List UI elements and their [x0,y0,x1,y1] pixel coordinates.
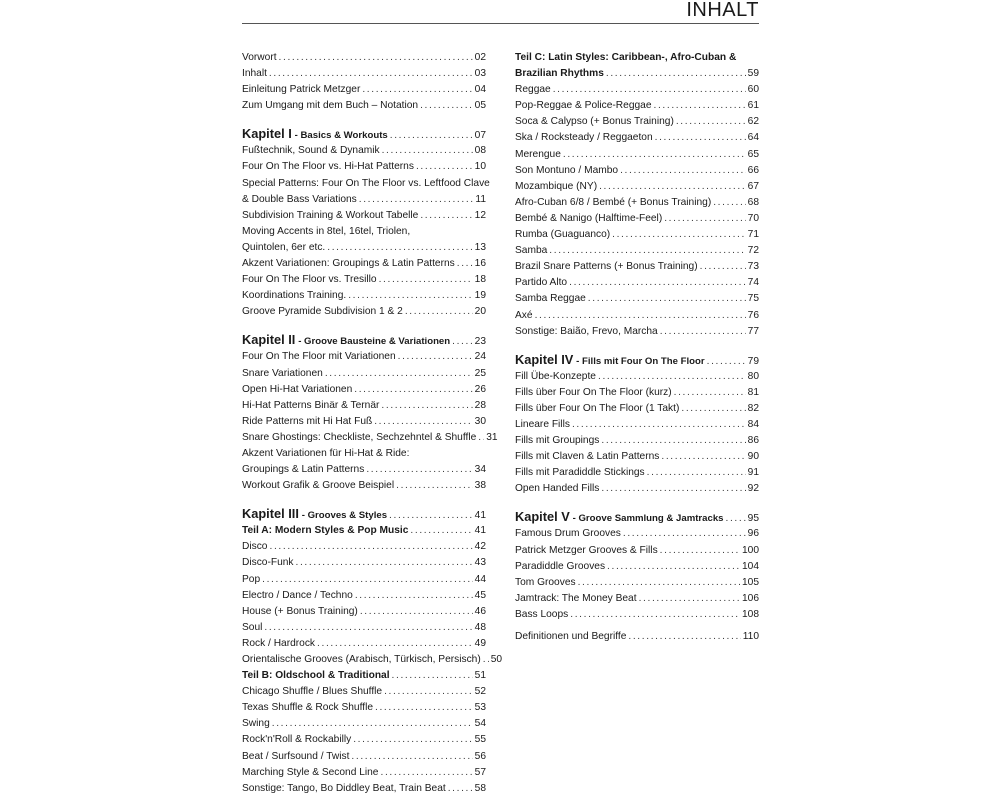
toc-entry[interactable]: Rumba (Guaguanco) . . . 71 [515,227,759,243]
toc-entry[interactable]: Son Montuno / Mambo . . . 66 [515,163,759,179]
toc-entry[interactable]: Akzent Variationen: Groupings & Latin Patterns . . . 16 [242,256,486,272]
toc-entry[interactable]: Tom Grooves . . . 105 [515,575,759,591]
toc-entry[interactable]: Rock'n'Roll & Rockabilly . . . 55 [242,732,486,748]
toc-entry[interactable]: Patrick Metzger Grooves & Fills . . . 100 [515,543,759,559]
toc-entry[interactable]: Samba Reggae . . . 75 [515,291,759,307]
toc-entry[interactable]: Koordinations Training. . . . 19 [242,288,486,304]
toc-entry[interactable]: Paradiddle Grooves . . . 104 [515,559,759,575]
toc-entry[interactable]: Beat / Surfsound / Twist . . . 56 [242,749,486,765]
toc-entry[interactable]: Einleitung Patrick Metzger . . . 04 [242,82,486,98]
toc-entry[interactable]: Four On The Floor vs. Hi-Hat Patterns . . . 10 [242,159,486,175]
toc-entry[interactable]: Fills mit Paradiddle Stickings . . . 91 [515,465,759,481]
toc-entry[interactable]: Subdivision Training & Workout Tabelle . . . 12 [242,208,486,224]
toc-entry[interactable]: Fills über Four On The Floor (kurz) . . . 81 [515,385,759,401]
toc-entry[interactable]: Reggae . . . 60 [515,82,759,98]
page-title: INHALT [686,0,759,21]
toc-entry[interactable]: Groupings & Latin Patterns . . . 34 [242,462,486,478]
toc-entry[interactable]: Fills über Four On The Floor (1 Takt) . . . 82 [515,401,759,417]
toc-entry[interactable]: Merengue . . . 65 [515,147,759,163]
toc-entry[interactable]: Fills mit Groupings . . . 86 [515,433,759,449]
toc-entry[interactable]: Groove Pyramide Subdivision 1 & 2 . . . 20 [242,304,486,320]
toc-entry[interactable]: Samba . . . 72 [515,243,759,259]
toc-entry[interactable]: Fill Übe-Konzepte . . . 80 [515,369,759,385]
toc-entry[interactable]: Sonstige: Tango, Bo Diddley Beat, Train Beat . . . 58 [242,781,486,797]
toc-entry[interactable]: Sonstige: Baião, Frevo, Marcha . . . 77 [515,324,759,340]
toc-entry[interactable]: Four On The Floor mit Variationen . . . 24 [242,349,486,365]
toc-entry[interactable]: Electro / Dance / Techno . . . 45 [242,588,486,604]
toc-entry[interactable]: Soca & Calypso (+ Bonus Training) . . . 62 [515,114,759,130]
toc-entry[interactable]: Disco-Funk . . . 43 [242,555,486,571]
toc-entry[interactable]: Marching Style & Second Line . . . 57 [242,765,486,781]
toc-entry[interactable]: Ska / Rocksteady / Reggaeton . . . 64 [515,130,759,146]
toc-entry[interactable]: Open Hi-Hat Variationen . . . 26 [242,382,486,398]
toc-chapter-heading[interactable]: Kapitel III - Grooves & Styles . . . 41 [242,505,486,523]
toc-entry[interactable]: Pop . . . 44 [242,572,486,588]
toc-chapter-heading[interactable]: Kapitel I - Basics & Workouts . . . 07 [242,125,486,143]
toc-entry[interactable]: Vorwort . . . 02 [242,50,486,66]
toc-entry[interactable]: Akzent Variationen für Hi-Hat & Ride: [242,447,410,459]
toc-entry[interactable]: Four On The Floor vs. Tresillo . . . 18 [242,272,486,288]
toc-section-heading[interactable]: Teil C: Latin Styles: Caribbean-, Afro-Cuban & [515,52,737,63]
toc-entry[interactable]: Lineare Fills . . . 84 [515,417,759,433]
toc-entry[interactable]: Zum Umgang mit dem Buch – Notation . . . 05 [242,98,486,114]
toc-entry[interactable]: Quintolen, 6er etc. . . . 13 [242,240,486,256]
toc-section-heading[interactable]: Brazilian Rhythms . . . 59 [515,66,759,82]
toc-entry[interactable]: Moving Accents in 8tel, 16tel, Triolen, [242,225,411,237]
toc-right-column [515,50,759,645]
toc-entry[interactable]: Snare Ghostings: Checkliste, Sechzehntel & Shuffle . . . 31 [242,430,486,446]
toc-entry[interactable]: & Double Bass Variations . . . 11 [242,192,486,208]
toc-entry[interactable]: Hi-Hat Patterns Binär & Ternär . . . 28 [242,398,486,414]
toc-entry[interactable]: Texas Shuffle & Rock Shuffle . . . 53 [242,700,486,716]
toc-entry[interactable]: Disco . . . 42 [242,539,486,555]
toc-entry[interactable]: House (+ Bonus Training) . . . 46 [242,604,486,620]
toc-chapter-heading[interactable]: Kapitel V - Groove Sammlung & Jamtracks . . . 95 [515,508,759,526]
toc-entry[interactable]: Special Patterns: Four On The Floor vs. Leftfood Clave [242,177,490,189]
toc-chapter-heading[interactable]: Kapitel II - Groove Bausteine & Variationen . . . 23 [242,331,486,349]
toc-chapter-heading[interactable]: Kapitel IV - Fills mit Four On The Floor . . . 79 [515,351,759,369]
toc-left-column [242,50,503,797]
toc-entry[interactable]: Ride Patterns mit Hi Hat Fuß . . . 30 [242,414,486,430]
toc-entry[interactable]: Famous Drum Grooves . . . 96 [515,526,759,542]
toc-entry[interactable]: Jamtrack: The Money Beat . . . 106 [515,591,759,607]
toc-entry[interactable]: Brazil Snare Patterns (+ Bonus Training) . . . 73 [515,259,759,275]
toc-entry[interactable]: Inhalt . . . 03 [242,66,486,82]
toc-entry[interactable]: Swing . . . 54 [242,716,486,732]
toc-entry[interactable]: Open Handed Fills . . . 92 [515,481,759,497]
toc-entry[interactable]: Fills mit Claven & Latin Patterns . . . 90 [515,449,759,465]
toc-entry[interactable]: Partido Alto . . . 74 [515,275,759,291]
toc-entry[interactable]: Chicago Shuffle / Blues Shuffle . . . 52 [242,684,486,700]
toc-entry[interactable]: Bembé & Nanigo (Halftime-Feel) . . . 70 [515,211,759,227]
toc-entry[interactable]: Workout Grafik & Groove Beispiel . . . 38 [242,478,486,494]
toc-section-heading[interactable]: Teil A: Modern Styles & Pop Music . . . 41 [242,523,486,539]
toc-entry[interactable]: Bass Loops . . . 108 [515,607,759,623]
toc-entry[interactable]: Snare Variationen . . . 25 [242,366,486,382]
toc-entry[interactable]: Axé . . . 76 [515,308,759,324]
toc-entry[interactable]: Definitionen und Begriffe . . . 110 [515,629,759,645]
toc-entry[interactable]: Pop-Reggae & Police-Reggae . . . 61 [515,98,759,114]
toc-entry[interactable]: Fußtechnik, Sound & Dynamik . . . 08 [242,143,486,159]
title-divider [242,23,759,24]
toc-section-heading[interactable]: Teil B: Oldschool & Traditional . . . 51 [242,668,486,684]
toc-entry[interactable]: Rock / Hardrock . . . 49 [242,636,486,652]
toc-entry[interactable]: Afro-Cuban 6/8 / Bembé (+ Bonus Training) . . . 68 [515,195,759,211]
toc-entry[interactable]: Orientalische Grooves (Arabisch, Türkisch, Persisch) . . . 50 [242,652,486,668]
toc-entry[interactable]: Soul . . . 48 [242,620,486,636]
toc-entry[interactable]: Mozambique (NY) . . . 67 [515,179,759,195]
